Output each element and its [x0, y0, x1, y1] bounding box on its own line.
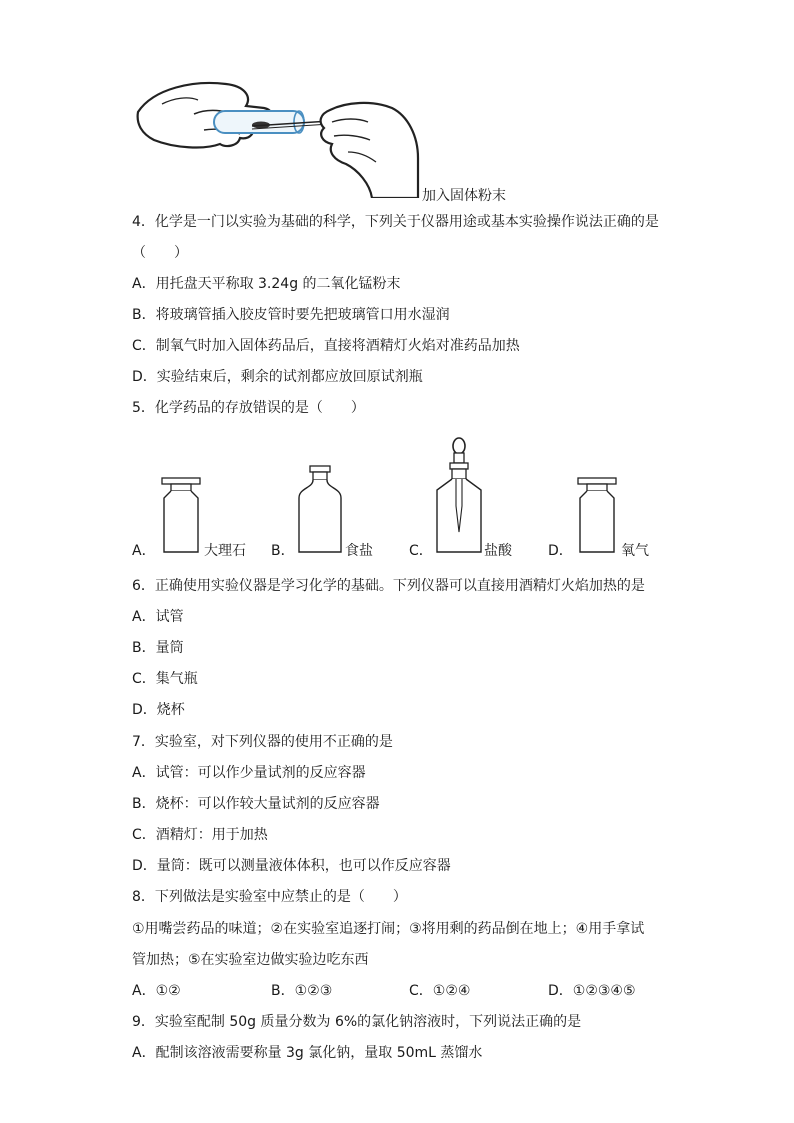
- q7-stem: 7．实验室，对下列仪器的使用不正确的是: [132, 734, 393, 750]
- q6-stem: 6．正确使用实验仪器是学习化学的基础。下列仪器可以直接用酒精灯火焰加热的是: [132, 578, 645, 594]
- q8-description-line-1: ①用嘴尝药品的味道；②在实验室追逐打闹；③将用剩的药品倒在地上；④用手拿试: [132, 921, 645, 937]
- q5-option-d-label: 氧气: [621, 543, 649, 559]
- q6-option-c: C．集气瓶: [132, 671, 198, 687]
- q4-option-a: A．用托盘天平称取 3.24g 的二氧化锰粉末: [132, 276, 401, 292]
- test-tube-powder-illustration: [134, 74, 422, 198]
- q5-stem: 5．化学药品的存放错误的是（ ）: [132, 400, 365, 416]
- q4-option-b: B．将玻璃管插入胶皮管时要先把玻璃管口用水湿润: [132, 307, 450, 323]
- dropper-bottle-icon: [434, 436, 484, 556]
- q5-option-b-letter: B．: [271, 543, 295, 559]
- narrow-mouth-bottle-icon: [297, 464, 345, 556]
- q4-stem-paren: （ ）: [132, 245, 188, 261]
- q7-option-d: D．量筒：既可以测量液体体积，也可以作反应容器: [132, 858, 451, 874]
- q7-option-c: C．酒精灯：用于加热: [132, 827, 268, 843]
- q9-stem: 9．实验室配制 50g 质量分数为 6%的氯化钠溶液时，下列说法正确的是: [132, 1014, 582, 1030]
- q8-option-c: C．①②④: [409, 983, 471, 999]
- wide-mouth-bottle-icon: [160, 476, 204, 556]
- q7-option-b: B．烧杯：可以作较大量试剂的反应容器: [132, 796, 380, 812]
- q7-option-a: A．试管：可以作少量试剂的反应容器: [132, 765, 366, 781]
- q6-option-d: D．烧杯: [132, 702, 185, 718]
- q8-description-line-2: 管加热；⑤在实验室边做实验边吃东西: [132, 952, 369, 968]
- q5-option-b-label: 食盐: [345, 543, 373, 559]
- q5-option-a-label: 大理石: [204, 543, 246, 559]
- q8-stem: 8．下列做法是实验室中应禁止的是（ ）: [132, 889, 407, 905]
- q5-option-d-letter: D．: [548, 543, 573, 559]
- q5-option-c-label: 盐酸: [484, 543, 512, 559]
- q6-option-a: A．试管: [132, 609, 184, 625]
- q6-option-b: B．量筒: [132, 640, 184, 656]
- q8-option-d: D．①②③④⑤: [548, 983, 636, 999]
- gas-bottle-icon: [576, 476, 620, 556]
- q5-option-c-letter: C．: [409, 543, 433, 559]
- illustration-caption: 加入固体粉末: [422, 188, 506, 204]
- q4-option-d: D．实验结束后，剩余的试剂都应放回原试剂瓶: [132, 369, 423, 385]
- q8-option-b: B．①②③: [271, 983, 333, 999]
- q8-option-a: A．①②: [132, 983, 181, 999]
- q4-option-c: C．制氧气时加入固体药品后，直接将酒精灯火焰对准药品加热: [132, 338, 520, 354]
- q5-option-a-letter: A．: [132, 543, 156, 559]
- q9-option-a: A．配制该溶液需要称量 3g 氯化钠，量取 50mL 蒸馏水: [132, 1045, 483, 1061]
- q4-stem: 4．化学是一门以实验为基础的科学，下列关于仪器用途或基本实验操作说法正确的是: [132, 214, 659, 230]
